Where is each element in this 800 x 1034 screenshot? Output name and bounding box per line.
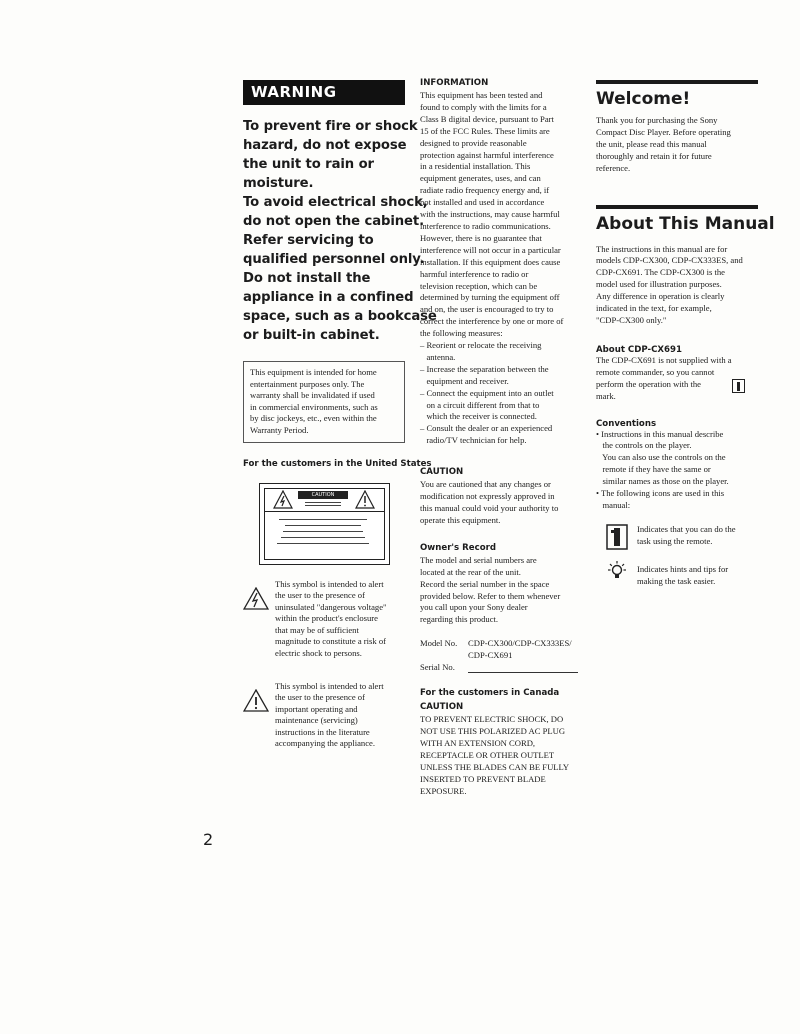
voltage-symbol-text: This symbol is intended to alert the user to the presence of uninsulated "dangerous voltage" within the product's enclosure that may be of sufficient magnitude to constitute a risk of electric shock to persons.: [275, 578, 387, 658]
welcome-column: [596, 80, 775, 594]
us-customers-heading: For the customers in the United States: [243, 458, 432, 469]
model-label: Model No.: [420, 638, 458, 649]
serial-blank-line: [468, 672, 578, 673]
canada-caution-heading: CAUTION: [420, 702, 464, 713]
exclamation-triangle-icon: [243, 689, 269, 712]
warning-badge: WARNING: [243, 80, 405, 105]
caution-label-image: [259, 483, 390, 565]
conventions-heading: Conventions: [596, 418, 657, 429]
canada-heading: For the customers in Canada: [420, 688, 560, 699]
voltage-symbol-note: [243, 579, 405, 661]
owners-record-heading: Owner's Record: [420, 542, 497, 553]
about-rule: [596, 205, 758, 209]
model-serial-block: [420, 638, 585, 676]
serial-label: Serial No.: [420, 662, 455, 673]
conventions-body: • Instructions in this manual describe the controls on the player. You can also use the controls on the remote if they have the same or similar names as those on the player. • The following icons are used in this manual:: [596, 428, 729, 510]
welcome-body: Thank you for purchasing the Sony Compact Disc Player. Before operating the unit, please read this manual thoroughly and retain it for future reference.: [596, 115, 731, 173]
about-heading: About This Manual: [596, 213, 775, 234]
hint-icon-legend: [596, 560, 758, 594]
model-value: CDP-CX300/CDP-CX333ES/ CDP-CX691: [468, 638, 572, 661]
owners-record-body: The model and serial numbers are located at the rear of the unit. Record the serial number in the space provided below. Refer to them whenever you call upon your Sony dealer regarding this product.: [420, 554, 561, 625]
information-heading: INFORMATION: [420, 78, 489, 88]
page-number: 2: [203, 830, 214, 849]
about-cx691-heading: About CDP-CX691: [596, 344, 682, 355]
instruction-symbol-text: This symbol is intended to alert the user to the presence of important operating and maintenance (servicing) instructions in the literature accompanying the appliance.: [275, 680, 384, 749]
warning-column: [243, 80, 437, 753]
remote-icon: [732, 379, 745, 393]
information-column: [420, 78, 585, 798]
label-caution-text: CAUTION: [298, 491, 348, 499]
instruction-symbol-note: [243, 681, 405, 753]
remote-icon-legend: [596, 524, 758, 558]
welcome-rule: [596, 80, 758, 84]
caution-heading: CAUTION: [420, 467, 464, 478]
hint-icon-text: Indicates hints and tips for making the task easier.: [637, 563, 729, 586]
information-body: This equipment has been tested and found to comply with the limits for a Class B digital device, pursuant to Part 15 of the FCC Rules. These limits are designed to provide reasonable protection against harmful interference in a residential installation. This equipment generates, uses, and can radiate radio frequency energy and, if not installed and used in accordance with the instructions, may cause harmful interference to radio communications. However, there is no guarantee that interference will not occur in a particular installation. If this equipment does cause harmful interference to radio or television reception, which can be determined by turning the equipment off and on, the user is encouraged to try to correct the interference by one or more of the following measures: – Reorient or relocate the receiving antenna. – Increase the separation between the equipment and receiver. – Connect the equipment into an outlet on a circuit different from that to which the receiver is connected. – Consult the dealer or an experienced radio/TV technician for help.: [420, 90, 564, 446]
canada-body: TO PREVENT ELECTRIC SHOCK, DO NOT USE THIS POLARIZED AC PLUG WITH AN EXTENSION CORD, RECEPTACLE OR OTHER OUTLET UNLESS THE BLADES CAN BE FULLY INSERTED TO PREVENT BLADE EXPOSURE.: [420, 714, 570, 796]
home-entertainment-notice: This equipment is intended for home entertainment purposes only. The warranty shall be invalidated if used in commercial environments, such as by disc jockeys, etc., even within the Warranty Period.: [243, 361, 405, 443]
welcome-heading: Welcome!: [596, 89, 691, 109]
lightbulb-icon: [608, 560, 626, 582]
warning-text: To prevent fire or shock hazard, do not expose the unit to rain or moisture. To avoid electrical shock, do not open the cabinet. Refer servicing to qualified personnel only. Do not install the appliance in a confined space, such as a bookcase or built-in cabinet.: [243, 119, 437, 343]
about-body: The instructions in this manual are for models CDP-CX300, CDP-CX333ES, and CDP-CX691. The CDP-CX300 is the model used for illustration purposes. Any difference in operation is clearly indicated in the text, for example, "CDP-CX300 only.": [596, 243, 743, 325]
remote-icon: [606, 524, 628, 550]
about-cx691-body: The CDP-CX691 is not supplied with a remote commander, so you cannot perform the operation with the mark.: [596, 354, 732, 401]
caution-body: You are cautioned that any changes or modification not expressly approved in this manual could void your authority to operate this equipment.: [420, 479, 559, 525]
remote-icon-text: Indicates that you can do the task using the remote.: [637, 523, 736, 546]
exclamation-triangle-icon: [355, 490, 375, 509]
lightning-triangle-icon: [273, 490, 293, 509]
lightning-triangle-icon: [243, 587, 269, 610]
